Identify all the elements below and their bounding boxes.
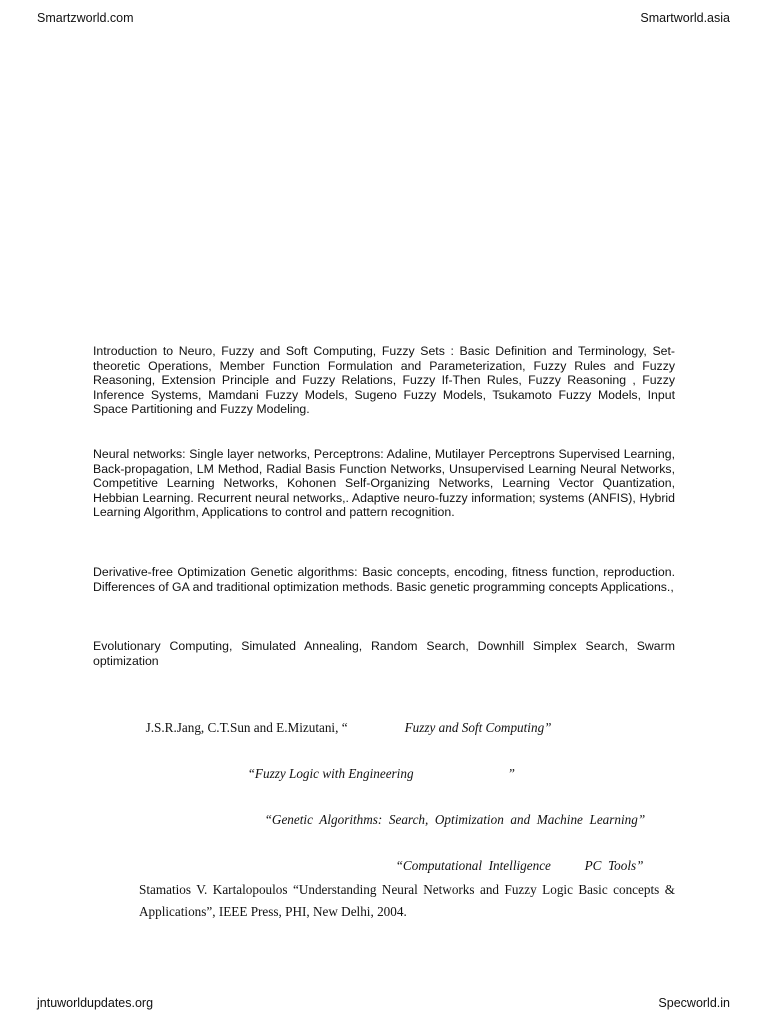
reference-1-authors: J.S.R.Jang, C.T.Sun and E.Mizutani, “ <box>145 720 348 735</box>
unit-1-paragraph: Introduction to Neuro, Fuzzy and Soft Computing, Fuzzy Sets : Basic Definition and Terminology, Set-theoretic Operations, Member Function Formulation and Parameterization, Fuzzy Rules and Fuzzy Reasoning, Extension Principle and Fuzzy Relations, Fuzzy If-Then Rules, Fuzzy Reasoning , Fuzzy Inference Systems, Mamdani Fuzzy Models, Sugeno Fuzzy Models, Tsukamoto Fuzzy Models, Input Space Partitioning and Fuzzy Modeling. <box>93 344 675 417</box>
footer-left-site: jntuworldupdates.org <box>37 996 154 1010</box>
reference-4 <box>389 833 551 877</box>
reference-3 <box>258 787 645 831</box>
reference-2-close-wrap <box>501 741 515 785</box>
header-left-site: Smartzworld.com <box>37 11 134 25</box>
reference-1-title-wrap <box>398 695 552 739</box>
reference-2 <box>241 741 414 785</box>
reference-4-tail-wrap <box>578 833 643 877</box>
footer-right-site: Specworld.in <box>658 996 730 1010</box>
header-right-site: Smartworld.asia <box>640 11 730 25</box>
unit-3-paragraph: Derivative-free Optimization Genetic algorithms: Basic concepts, encoding, fitness function, reproduction. Differences of GA and traditional optimization methods. Basic genetic programming concepts Applications., <box>93 565 675 594</box>
reference-1 <box>139 695 348 739</box>
reference-3-title: “Genetic Algorithms: Search, Optimization and Machine Learning” <box>264 812 646 827</box>
reference-1-title: Fuzzy and Soft Computing” <box>404 720 552 735</box>
reference-5: Stamatios V. Kartalopoulos “Understanding Neural Networks and Fuzzy Logic Basic concepts & Applications”, IEEE Press, PHI, New Delhi, 2004. <box>139 882 675 919</box>
reference-4-title: “Computational Intelligence <box>395 858 551 873</box>
unit-4-paragraph: Evolutionary Computing, Simulated Annealing, Random Search, Downhill Simplex Search, Swarm optimization <box>93 639 675 668</box>
reference-4-tail: PC Tools” <box>584 858 644 873</box>
unit-2-paragraph: Neural networks: Single layer networks, Perceptrons: Adaline, Mutilayer Perceptrons Supervised Learning, Back-propagation, LM Method, Radial Basis Function Networks, Unsupervised Learning Neural Networks, Competitive Learning Networks, Kohonen Self-Organizing Networks, Learning Vector Quantization, Hebbian Learning. Recurrent neural networks,. Adaptive neuro-fuzzy information; systems (ANFIS), Hybrid Learning Algorithm, Applications to control and pattern recognition. <box>93 447 675 520</box>
reference-2-close: ” <box>507 766 515 781</box>
reference-2-title: “Fuzzy Logic with Engineering <box>247 766 414 781</box>
